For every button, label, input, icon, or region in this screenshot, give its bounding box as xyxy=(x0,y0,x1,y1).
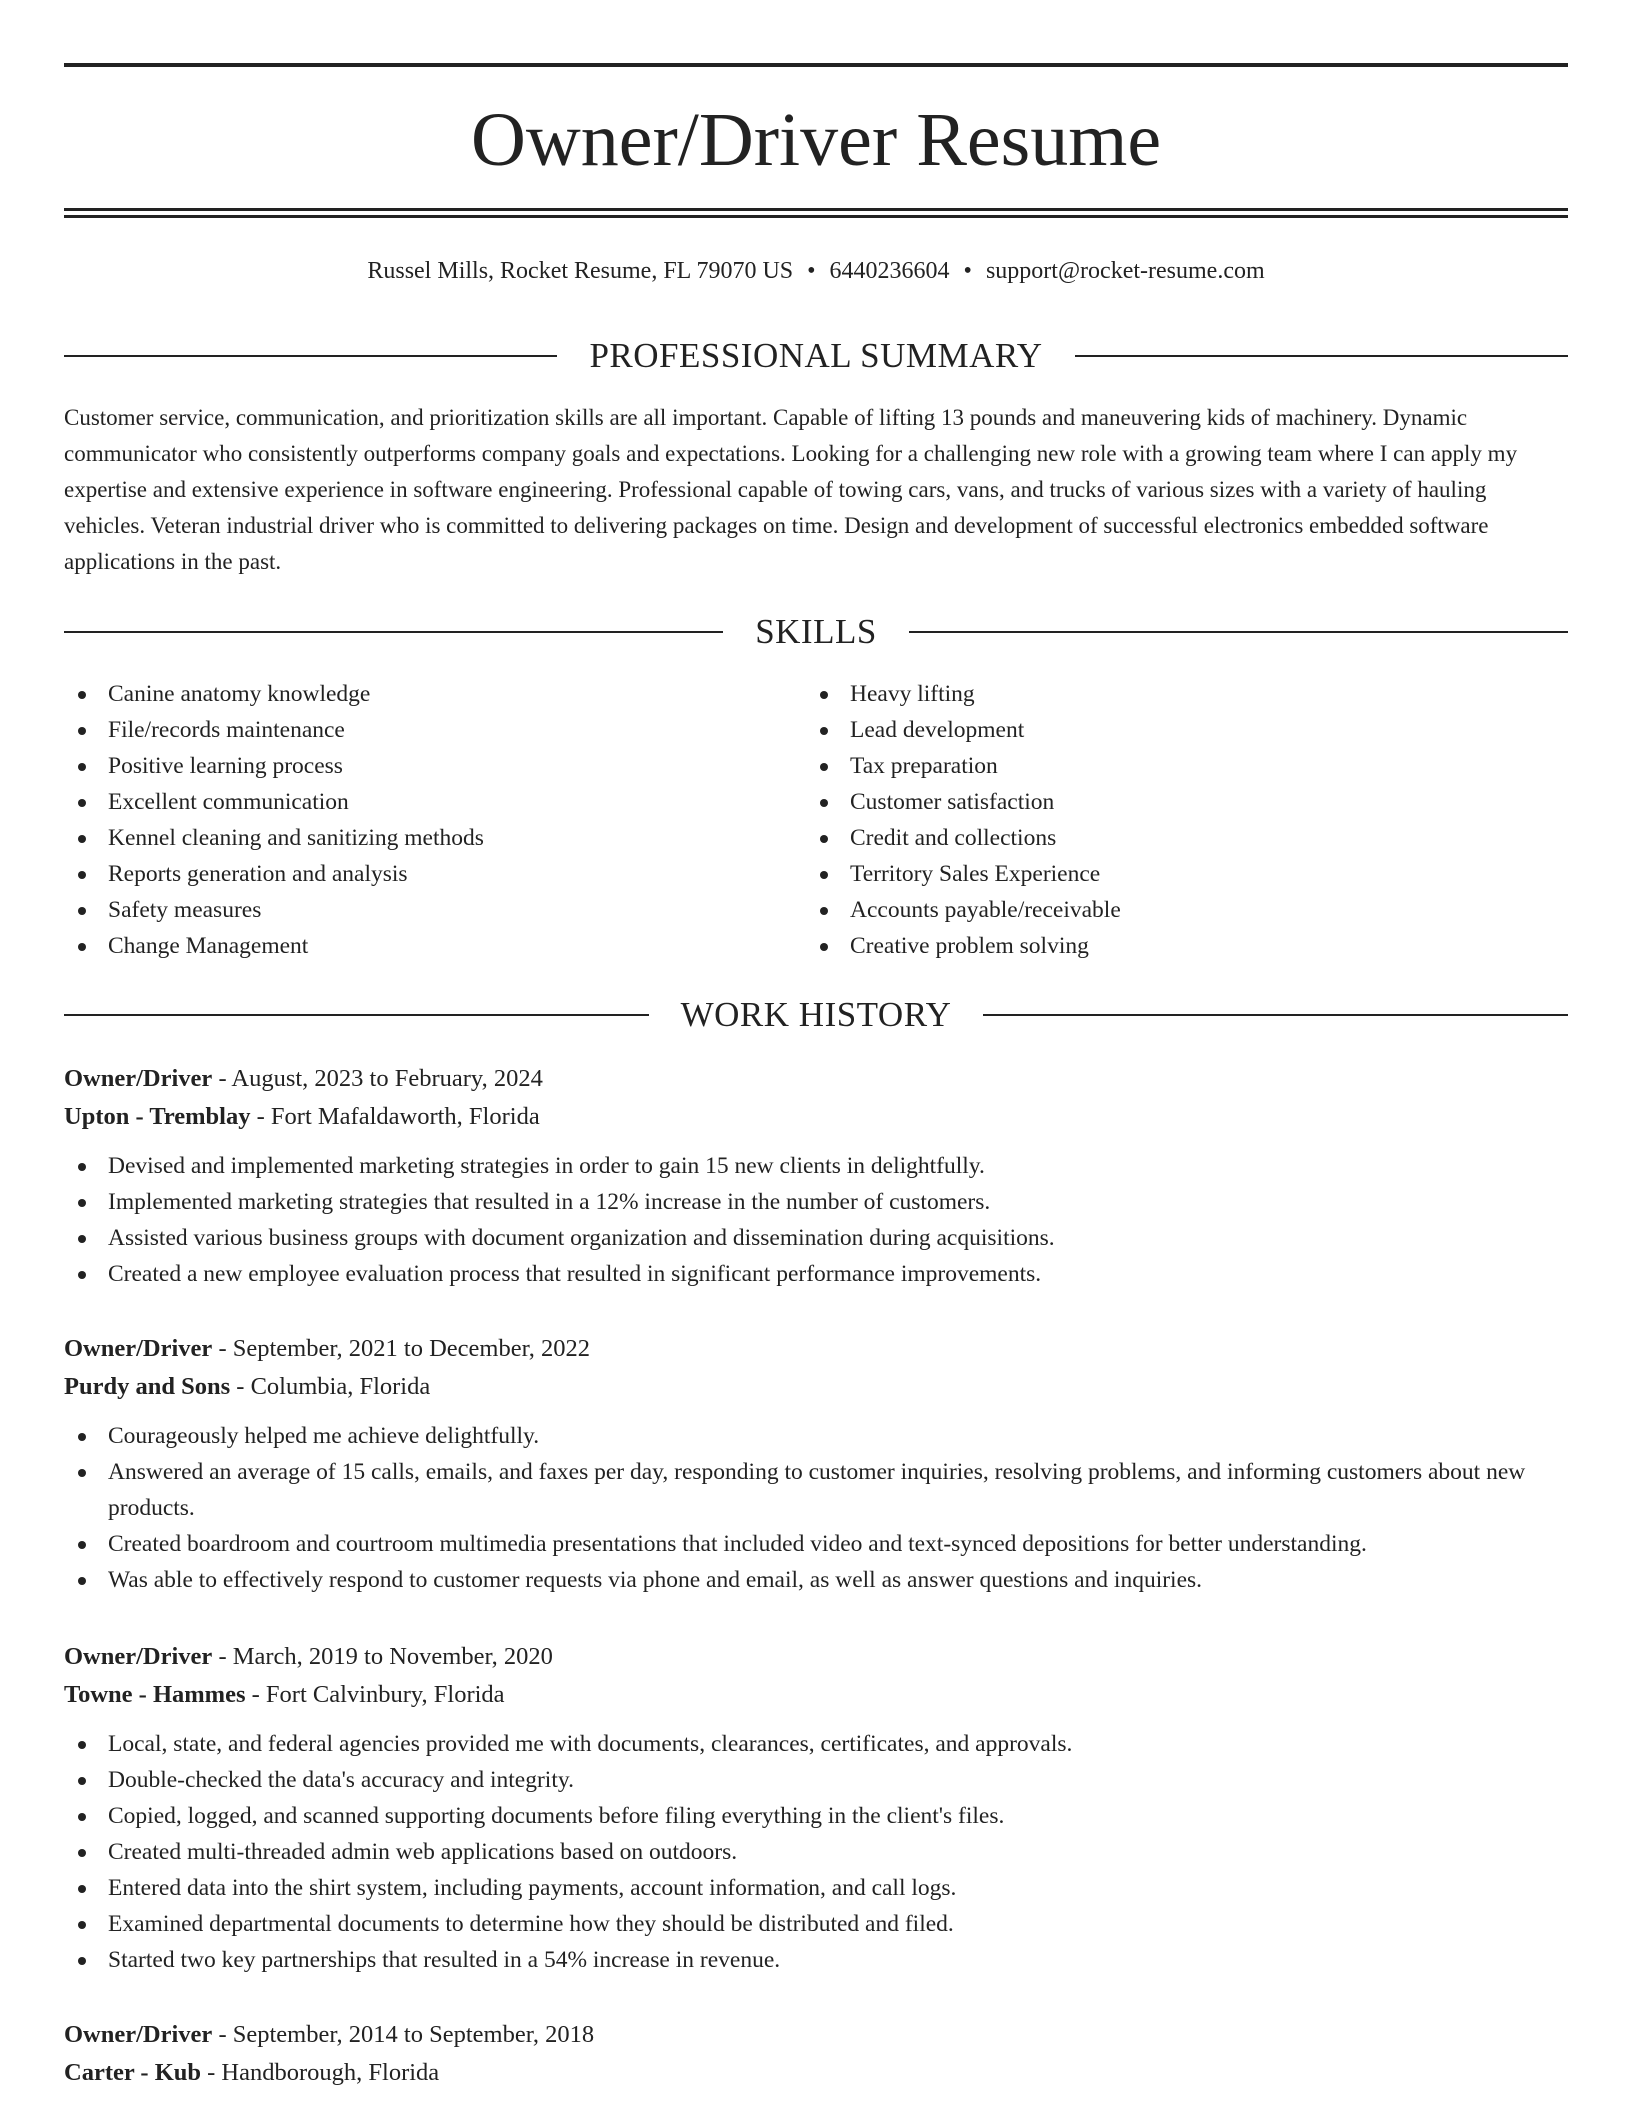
job-bullets xyxy=(64,1418,1568,1598)
skill-item: Credit and collections xyxy=(806,820,1506,856)
skill-item: Positive learning process xyxy=(64,748,764,784)
skill-item: Excellent communication xyxy=(64,784,764,820)
job-separator: - xyxy=(245,1681,266,1708)
job-separator: - xyxy=(201,2059,222,2086)
job-bullets xyxy=(64,1726,1568,1978)
job-separator: - xyxy=(212,1643,233,1670)
skill-item: Safety measures xyxy=(64,892,764,928)
job-title-line xyxy=(64,2016,1568,2054)
job-company: Towne - Hammes xyxy=(64,1681,246,1708)
job-company: Upton - Tremblay xyxy=(64,1103,251,1130)
skill-item: Creative problem solving xyxy=(806,928,1506,964)
title-rule-upper xyxy=(64,208,1568,211)
skills-heading-row xyxy=(64,610,1568,654)
job-bullet: Was able to effectively respond to customer requests via phone and email, as well as answer questions and inquiries. xyxy=(64,1562,1568,1598)
skill-item: Kennel cleaning and sanitizing methods xyxy=(64,820,764,856)
job-title: Owner/Driver xyxy=(64,1335,213,1362)
job-company-line xyxy=(64,1676,1568,1714)
job-entry xyxy=(64,2016,1568,2092)
job-dates: September, 2021 to December, 2022 xyxy=(232,1335,591,1362)
skill-item: Heavy lifting xyxy=(806,676,1506,712)
contact-address: Russel Mills, Rocket Resume, FL 79070 US xyxy=(367,258,794,284)
contact-separator: • xyxy=(963,258,972,284)
job-company: Purdy and Sons xyxy=(64,1373,231,1400)
summary-heading: PROFESSIONAL SUMMARY xyxy=(589,336,1043,375)
skill-item: Territory Sales Experience xyxy=(806,856,1506,892)
job-location: Columbia, Florida xyxy=(250,1373,431,1400)
job-bullet: Local, state, and federal agencies provided me with documents, clearances, certificates, and approvals. xyxy=(64,1726,1568,1762)
summary-heading-row xyxy=(64,334,1568,378)
skill-item: Change Management xyxy=(64,928,764,964)
section-rule xyxy=(64,355,557,357)
job-title: Owner/Driver xyxy=(64,2021,213,2048)
skill-item: Canine anatomy knowledge xyxy=(64,676,764,712)
section-rule xyxy=(64,1014,649,1016)
job-bullet: Created boardroom and courtroom multimedia presentations that included video and text-synced depositions for better understanding. xyxy=(64,1526,1568,1562)
section-rule xyxy=(64,631,723,633)
section-rule xyxy=(1075,355,1568,357)
section-rule xyxy=(983,1014,1568,1016)
title-rule-lower xyxy=(64,215,1568,218)
job-bullet: Devised and implemented marketing strategies in order to gain 15 new clients in delightfully. xyxy=(64,1148,1568,1184)
skills-list-right xyxy=(806,676,1506,964)
job-company: Carter - Kub xyxy=(64,2059,201,2086)
job-title: Owner/Driver xyxy=(64,1643,213,1670)
job-separator: - xyxy=(212,1065,232,1092)
job-dates: September, 2014 to September, 2018 xyxy=(232,2021,595,2048)
contact-email: support@rocket-resume.com xyxy=(985,258,1265,284)
job-separator: - xyxy=(230,1373,251,1400)
skills-list-left xyxy=(64,676,764,964)
skills-heading: SKILLS xyxy=(755,612,877,651)
resume-title: Owner/Driver Resume xyxy=(470,98,1162,182)
job-separator: - xyxy=(212,1335,233,1362)
job-dates: March, 2019 to November, 2020 xyxy=(232,1643,553,1670)
job-bullet: Examined departmental documents to determine how they should be distributed and filed. xyxy=(64,1906,1568,1942)
job-location: Handborough, Florida xyxy=(221,2059,440,2086)
job-entry xyxy=(64,1330,1568,1598)
job-title-line xyxy=(64,1060,1568,1098)
skill-item: Lead development xyxy=(806,712,1506,748)
job-bullet: Created multi-threaded admin web applications based on outdoors. xyxy=(64,1834,1568,1870)
work-heading: WORK HISTORY xyxy=(680,995,952,1034)
job-bullet: Courageously helped me achieve delightfully. xyxy=(64,1418,1568,1454)
job-bullet: Answered an average of 15 calls, emails, and faxes per day, responding to customer inquiries, resolving problems, and informing customers about new products. xyxy=(64,1454,1568,1526)
job-company-line xyxy=(64,2054,1568,2092)
job-title-line xyxy=(64,1638,1568,1676)
job-bullet: Started two key partnerships that resulted in a 54% increase in revenue. xyxy=(64,1942,1568,1978)
work-heading-row xyxy=(64,993,1568,1037)
job-bullet: Implemented marketing strategies that resulted in a 12% increase in the number of customers. xyxy=(64,1184,1568,1220)
section-rule xyxy=(909,631,1568,633)
job-company-line xyxy=(64,1368,1568,1406)
contact-separator: • xyxy=(807,258,816,284)
summary-text: Customer service, communication, and prioritization skills are all important. Capable of lifting 13 pounds and maneuvering kids of machinery. Dynamic communicator who consistently outperforms company goals and expectations. Looking for a challenging new role with a growing team where I can apply my expertise and extensive experience in software engineering. Professional capable of towing cars, vans, and trucks of various sizes with a variety of hauling vehicles. Veteran industrial driver who is committed to delivering packages on time. Design and development of successful electronics embedded software applications in the past. xyxy=(64,405,1518,574)
skill-item: Accounts payable/receivable xyxy=(806,892,1506,928)
job-entry xyxy=(64,1060,1568,1292)
job-bullet: Created a new employee evaluation process that resulted in significant performance improvements. xyxy=(64,1256,1568,1292)
job-bullet: Assisted various business groups with document organization and dissemination during acquisitions. xyxy=(64,1220,1568,1256)
job-separator: - xyxy=(212,2021,233,2048)
job-dates: August, 2023 to February, 2024 xyxy=(231,1065,543,1092)
skill-item: File/records maintenance xyxy=(64,712,764,748)
job-title: Owner/Driver xyxy=(64,1065,213,1092)
job-bullet: Entered data into the shirt system, including payments, account information, and call logs. xyxy=(64,1870,1568,1906)
job-entry xyxy=(64,1638,1568,1978)
job-bullet: Double-checked the data's accuracy and integrity. xyxy=(64,1762,1568,1798)
job-location: Fort Mafaldaworth, Florida xyxy=(270,1103,540,1130)
job-location: Fort Calvinbury, Florida xyxy=(265,1681,505,1708)
job-bullets xyxy=(64,1148,1568,1292)
skill-item: Reports generation and analysis xyxy=(64,856,764,892)
top-rule xyxy=(64,63,1568,67)
job-bullet: Copied, logged, and scanned supporting documents before filing everything in the client's files. xyxy=(64,1798,1568,1834)
skill-item: Tax preparation xyxy=(806,748,1506,784)
job-separator: - xyxy=(250,1103,271,1130)
skill-item: Customer satisfaction xyxy=(806,784,1506,820)
job-title-line xyxy=(64,1330,1568,1368)
contact-phone: 6440236604 xyxy=(829,258,950,284)
job-company-line xyxy=(64,1098,1568,1136)
contact-line xyxy=(0,255,1632,287)
